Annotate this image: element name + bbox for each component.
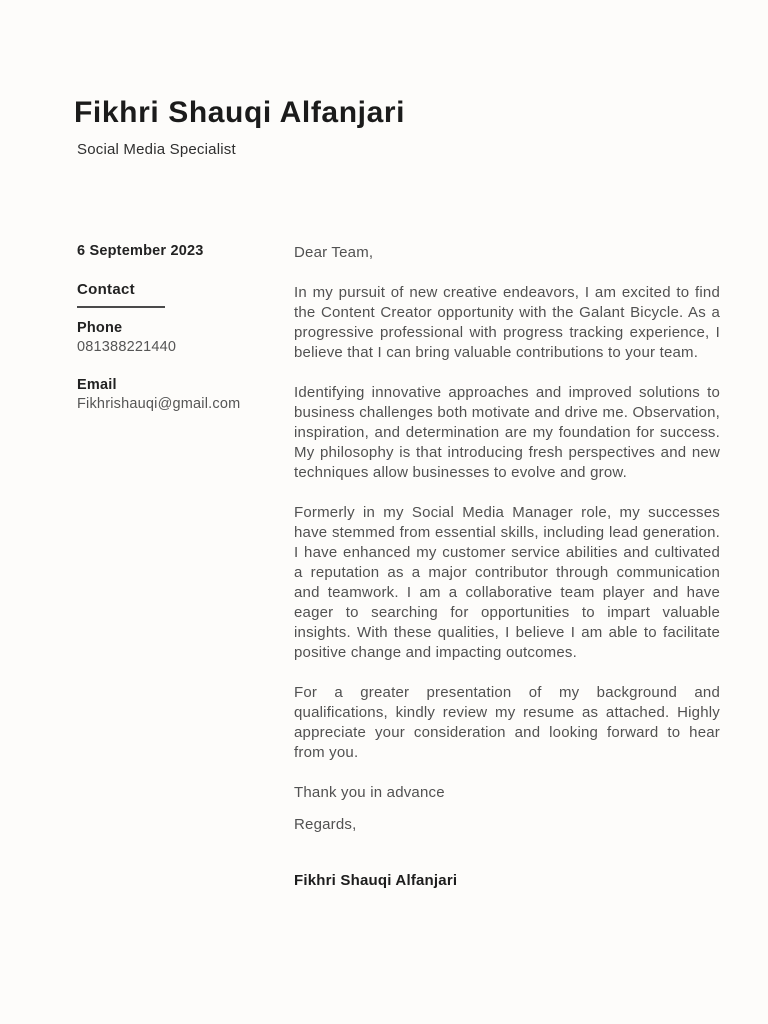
document-header bbox=[74, 95, 720, 158]
signature-name: Fikhri Shauqi Alfanjari bbox=[294, 872, 458, 889]
paragraph-motivation: Identifying innovative approaches and improved solutions to business challenges both motivate and drive me. Observation, inspiration, and determination are my foundation for success. My philosophy is that introducing fresh perspectives and new techniques allow businesses to evolve and grow. bbox=[294, 384, 720, 481]
closing-line: Regards, bbox=[294, 816, 357, 833]
content-columns bbox=[74, 243, 720, 891]
paragraph-experience: Formerly in my Social Media Manager role, my successes have stemmed from essential skills, including lead generation. I have enhanced my customer service abilities and cultivated a reputation as a major contributor through communication and teamwork. I am a collaborative team player and have eager to searching for opportunities to impart valuable insights. With these qualities, I believe I am able to facilitate positive change and impacting outcomes. bbox=[294, 504, 720, 661]
phone-value: 081388221440 bbox=[77, 339, 177, 355]
email-value: Fikhrishauqi@gmail.com bbox=[77, 396, 241, 412]
page-title: Fikhri Shauqi Alfanjari bbox=[74, 96, 406, 129]
contact-divider bbox=[77, 306, 165, 308]
contact-sidebar bbox=[74, 243, 294, 891]
email-group bbox=[77, 377, 294, 412]
thanks-line: Thank you in advance bbox=[294, 784, 445, 801]
letter-body bbox=[294, 243, 720, 891]
phone-group bbox=[77, 320, 294, 355]
phone-label: Phone bbox=[77, 320, 123, 336]
paragraph-intro: In my pursuit of new creative endeavors, I am excited to find the Content Creator opportunity with the Galant Bicycle. As a progressive professional with progress tracking experience, I believe that I can bring valuable contributions to your team. bbox=[294, 284, 720, 361]
contact-heading: Contact bbox=[77, 281, 135, 298]
letter-date: 6 September 2023 bbox=[77, 243, 204, 259]
email-label: Email bbox=[77, 377, 117, 393]
paragraph-closing-request: For a greater presentation of my background and qualifications, kindly review my resume as attached. Highly appreciate your consideration and looking forward to hear from you. bbox=[294, 684, 720, 761]
job-role-subtitle: Social Media Specialist bbox=[77, 141, 236, 158]
salutation: Dear Team, bbox=[294, 244, 374, 261]
